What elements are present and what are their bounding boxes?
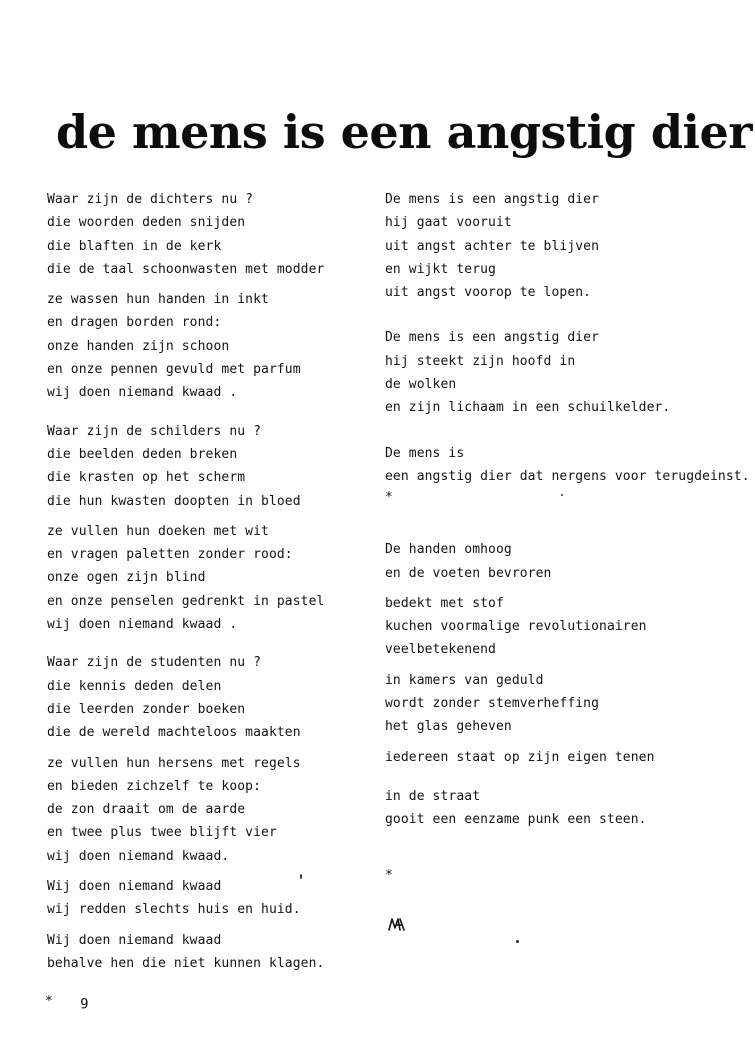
- poem-line: onze handen zijn schoon: [47, 338, 230, 354]
- poem-line: De mens is een angstig dier: [385, 192, 600, 207]
- poem-line: die hun kwasten doopten in bloed: [47, 493, 301, 509]
- stanza: [47, 188, 367, 281]
- print-speck: [516, 940, 519, 943]
- poem-line: gooit een eenzame punk een steen.: [385, 812, 647, 828]
- poem-line: Waar zijn de dichters nu ?: [47, 192, 254, 207]
- footer-star: *: [45, 994, 53, 1009]
- poem-line: Waar zijn de schilders nu ?: [47, 423, 262, 439]
- poem-line: die woorden deden snijden: [47, 215, 246, 231]
- poem-line: behalve hen die niet kunnen klagen.: [47, 955, 325, 971]
- poem-line: die leerden zonder boeken: [47, 701, 246, 717]
- stanza: [385, 746, 745, 769]
- author-monogram-icon: [387, 916, 407, 932]
- poem-line: die blaften in de kerk: [47, 238, 222, 254]
- poem-line: wij redden slechts huis en huid.: [47, 902, 301, 918]
- stanza: [47, 520, 367, 636]
- poem-line: een angstig dier dat nergens voor terugdeinst.: [385, 468, 750, 484]
- poem-line: en vragen paletten zonder rood:: [47, 547, 293, 563]
- poem-title: de mens is een angstig dier: [56, 105, 752, 159]
- poem-line: onze ogen zijn blind: [47, 570, 206, 586]
- poem-line: kuchen voormalige revolutionairen: [385, 619, 647, 635]
- print-speck: [300, 874, 302, 879]
- poem-line: Wij doen niemand kwaad: [47, 879, 222, 895]
- poem-line: en dragen borden rond:: [47, 315, 222, 331]
- poem-line: wij doen niemand kwaad .: [47, 617, 238, 633]
- poem-line: De mens is: [385, 445, 465, 461]
- poem-line: Wij doen niemand kwaad: [47, 932, 222, 948]
- stanza: [47, 929, 367, 976]
- stanza: [385, 326, 745, 419]
- stanza: [385, 538, 745, 585]
- separator-star: *: [385, 490, 393, 506]
- poem-line: De mens is een angstig dier: [385, 330, 600, 346]
- poem-line: ze wassen hun handen in inkt: [47, 292, 269, 308]
- poem-line: ze vullen hun doeken met wit: [47, 523, 269, 539]
- poem-line: hij gaat vooruit: [385, 215, 512, 231]
- poem-line: die de taal schoonwasten met modder: [47, 261, 325, 277]
- stanza: [385, 442, 750, 509]
- poem-line: die kennis deden delen: [47, 678, 222, 694]
- poem-line: en zijn lichaam in een schuilkelder.: [385, 400, 671, 416]
- poem-line: veelbetekenend: [385, 642, 496, 658]
- poem-line: wij doen niemand kwaad.: [47, 848, 230, 864]
- poem-line: en onze penselen gedrenkt in pastel: [47, 593, 325, 609]
- page-number: 6: [80, 994, 89, 1010]
- poem-line: uit angst achter te blijven: [385, 238, 600, 254]
- separator-star: *: [385, 868, 393, 883]
- poem-line: wordt zonder stemverheffing: [385, 696, 600, 712]
- poem-line: De handen omhoog: [385, 542, 512, 558]
- poem-line: en de voeten bevroren: [385, 565, 552, 581]
- poem-line: hij steekt zijn hoofd in: [385, 353, 576, 369]
- poem-line: die de wereld machteloos maakten: [47, 725, 301, 741]
- print-speck: [561, 494, 563, 496]
- poem-line: en twee plus twee blijft vier: [47, 825, 277, 841]
- poem-line: die beelden deden breken: [47, 446, 238, 462]
- poem-line: Waar zijn de studenten nu ?: [47, 655, 262, 671]
- stanza: [47, 420, 367, 513]
- poem-line: de zon draait om de aarde: [47, 802, 246, 818]
- stanza: [47, 288, 367, 404]
- stanza: [385, 669, 745, 739]
- stanza: [47, 752, 367, 868]
- stanza: [385, 188, 745, 304]
- poem-line: en onze pennen gevuld met parfum: [47, 362, 301, 378]
- poem-line: uit angst voorop te lopen.: [385, 285, 592, 301]
- stanza: [47, 875, 367, 922]
- poem-line: en wijkt terug: [385, 261, 496, 277]
- poem-line: het glas geheven: [385, 719, 512, 735]
- stanza: [385, 785, 745, 832]
- stanza: [47, 651, 367, 744]
- poem-line: die krasten op het scherm: [47, 470, 246, 486]
- stanza: [385, 592, 745, 662]
- poem-line: bedekt met stof: [385, 595, 504, 611]
- poem-line: ze vullen hun hersens met regels: [47, 755, 301, 771]
- poem-line: in de straat: [385, 788, 481, 804]
- poem-line: wij doen niemand kwaad .: [47, 385, 238, 401]
- poem-line: in kamers van geduld: [385, 672, 544, 688]
- left-column: [47, 188, 367, 975]
- poem-line: iedereen staat op zijn eigen tenen: [385, 749, 655, 765]
- poem-line: de wolken: [385, 377, 457, 393]
- right-column: [385, 188, 750, 832]
- poem-line: en bieden zichzelf te koop:: [47, 778, 262, 794]
